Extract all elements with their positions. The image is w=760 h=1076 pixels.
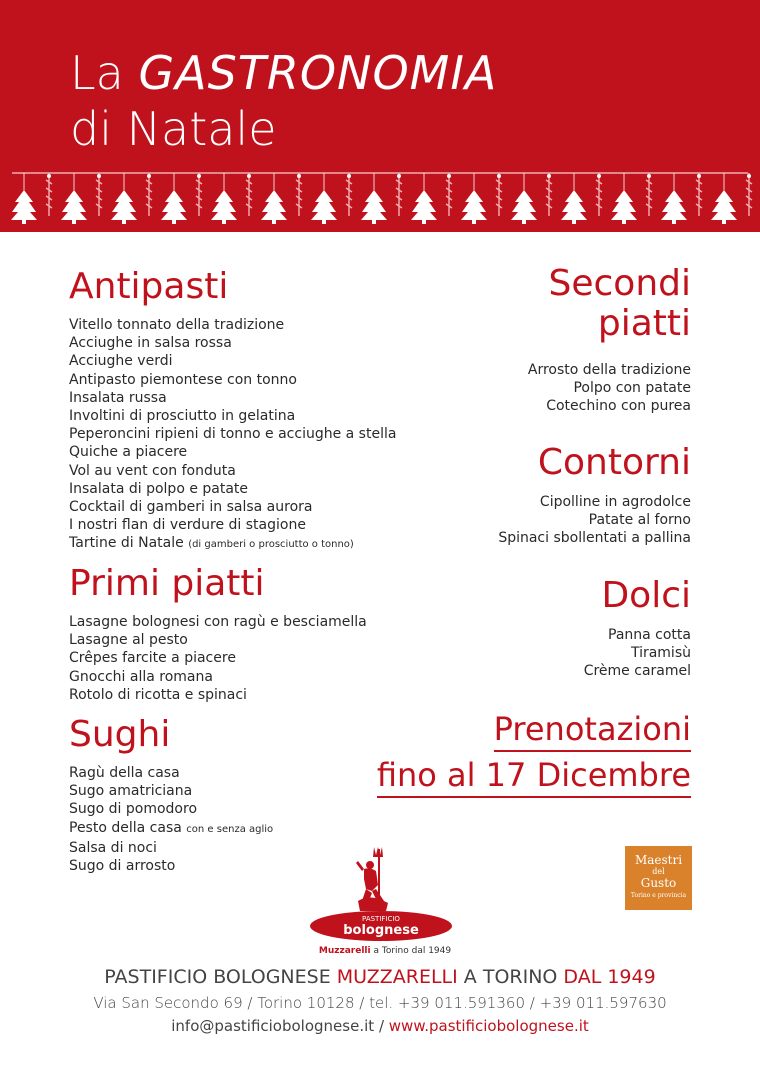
logo-small-text: PASTIFICIO xyxy=(362,915,400,923)
tree-icon xyxy=(611,190,637,224)
list-item: Polpo con patate xyxy=(573,380,691,397)
list-item: Insalata di polpo e patate xyxy=(69,480,249,497)
candy-cane-icon xyxy=(446,173,452,216)
footer-company-name xyxy=(0,966,760,988)
dolci-title: Dolci xyxy=(601,575,691,616)
list-item: Rotolo di ricotta e spinaci xyxy=(69,686,247,703)
list-item: Arrosto della tradizione xyxy=(527,362,691,378)
ornament-icon xyxy=(697,174,701,178)
list-item: Tiramisù xyxy=(630,645,691,662)
ornament-icon xyxy=(297,174,301,178)
candy-cane-icon xyxy=(196,173,202,216)
list-item: Sugo di pomodoro xyxy=(69,801,198,818)
sughi-title: Sughi xyxy=(69,714,171,755)
maestri-del-gusto-badge xyxy=(625,846,692,910)
tree-icon xyxy=(211,190,237,224)
list-item: Involtini di prosciutto in gelatina xyxy=(69,408,296,425)
candy-cane-icon xyxy=(596,173,602,216)
secondi-list xyxy=(528,361,691,416)
candy-cane-icon xyxy=(696,173,702,216)
candy-cane-icon xyxy=(746,173,752,216)
logo-caption-name: Muzzarelli xyxy=(318,946,371,956)
list-item: Salsa di noci xyxy=(69,839,157,856)
footer-name-c: A TORINO xyxy=(463,966,558,988)
list-item: Patate al forno xyxy=(588,512,691,529)
prenotazioni-line1 xyxy=(494,709,691,749)
tree-icon xyxy=(511,190,537,224)
title-big: GASTRONOMIA xyxy=(138,46,498,100)
list-item: Lasagne bolognesi con ragù e besciamella xyxy=(69,614,367,630)
ornament-icon xyxy=(47,174,51,178)
list-item: Acciughe in salsa rossa xyxy=(69,335,232,352)
contorni-title: Contorni xyxy=(537,442,691,483)
candy-cane-icon xyxy=(396,173,402,216)
list-item: Lasagne al pesto xyxy=(69,632,188,649)
candy-cane-icon xyxy=(296,173,302,216)
candy-cane-icon xyxy=(346,173,352,216)
logo-caption xyxy=(300,946,470,956)
tree-icon xyxy=(661,190,687,224)
page-title xyxy=(70,45,497,157)
candy-cane-icon xyxy=(46,173,52,216)
secondi-title xyxy=(549,264,692,344)
tree-icon xyxy=(111,190,137,224)
list-item: Vol au vent con fonduta xyxy=(69,462,236,479)
primi-title: Primi piatti xyxy=(69,563,265,604)
list-item xyxy=(69,534,396,554)
tree-icon xyxy=(61,190,87,224)
dolci-list xyxy=(584,626,691,681)
tree-icon xyxy=(261,190,287,224)
ornament-icon xyxy=(397,174,401,178)
list-item: Cotechino con purea xyxy=(546,398,691,415)
list-item: Peperoncini ripieni di tonno e acciughe a stella xyxy=(69,426,397,443)
antipasti-list xyxy=(69,316,396,555)
candy-cane-icon xyxy=(146,173,152,216)
tartine-label: Tartine di Natale xyxy=(69,535,184,552)
ornament-icon xyxy=(597,174,601,178)
pastificio-logo xyxy=(306,845,456,960)
candy-cane-icon xyxy=(496,173,502,216)
candy-cane-icon xyxy=(246,173,252,216)
logo-brand: bolognese xyxy=(343,923,419,938)
tree-icon xyxy=(561,190,587,224)
antipasti-title: Antipasti xyxy=(69,266,229,307)
tree-icon xyxy=(461,190,487,224)
badge-line2: del xyxy=(652,867,665,876)
list-item: Acciughe verdi xyxy=(69,353,173,370)
ornament-icon xyxy=(647,174,651,178)
list-item: Crêpes farcite a piacere xyxy=(69,650,236,667)
footer-contacts xyxy=(0,1017,760,1035)
header-banner xyxy=(0,0,760,232)
tree-icon xyxy=(711,190,737,224)
candy-cane-icon xyxy=(96,173,102,216)
list-item: I nostri flan di verdure di stagione xyxy=(69,517,306,534)
list-item: Vitello tonnato della tradizione xyxy=(69,317,285,333)
christmas-garland xyxy=(0,160,760,232)
footer-address: Via San Secondo 69 / Torino 10128 / tel. +39 011.591360 / +39 011.597630 xyxy=(93,994,667,1012)
list-item: Ragù della casa xyxy=(69,765,180,781)
sughi-list xyxy=(69,764,273,875)
ornament-icon xyxy=(347,174,351,178)
ornament-icon xyxy=(97,174,101,178)
prenotazioni-text2: fino al 17 Dicembre xyxy=(377,756,691,798)
badge-line1: Maestri xyxy=(634,853,683,867)
list-item: Antipasto piemontese con tonno xyxy=(69,371,297,388)
list-item: Sugo amatriciana xyxy=(69,783,193,800)
footer-email[interactable]: info@pastificiobolognese.it xyxy=(171,1017,375,1035)
tartine-note: (di gamberi o prosciutto o tonno) xyxy=(188,539,354,551)
list-item: Spinaci sbollentati a pallina xyxy=(498,530,691,547)
prenotazioni-text1: Prenotazioni xyxy=(494,710,691,752)
neptune-statue-icon xyxy=(356,847,388,911)
candy-cane-icon xyxy=(546,173,552,216)
prenotazioni-line2 xyxy=(377,755,691,795)
secondi-title-line2: piatti xyxy=(597,303,691,344)
logo-caption-rest: a Torino dal 1949 xyxy=(373,946,452,956)
pesto-label: Pesto della casa xyxy=(69,819,182,836)
list-item: Crème caramel xyxy=(583,663,691,680)
footer-name-a: PASTIFICIO BOLOGNESE xyxy=(104,966,331,988)
secondi-title-line1: Secondi xyxy=(548,263,691,304)
list-item: Quiche a piacere xyxy=(69,444,188,461)
badge-line4: Torino e provincia xyxy=(630,892,687,899)
footer-website[interactable]: www.pastificiobolognese.it xyxy=(388,1017,589,1035)
title-line2: di Natale xyxy=(70,102,277,156)
ornament-icon xyxy=(497,174,501,178)
list-item: Panna cotta xyxy=(608,627,691,643)
ornament-icon xyxy=(247,174,251,178)
tree-icon xyxy=(361,190,387,224)
tree-icon xyxy=(311,190,337,224)
list-item: Cipolline in agrodolce xyxy=(539,494,691,510)
badge-line3: Gusto xyxy=(640,876,677,890)
title-prefix: La xyxy=(70,46,124,100)
contorni-list xyxy=(498,493,691,548)
footer-separator: / xyxy=(378,1017,384,1035)
primi-list xyxy=(69,613,367,704)
ornament-icon xyxy=(447,174,451,178)
list-item: Insalata russa xyxy=(69,389,167,406)
pesto-note: con e senza aglio xyxy=(186,823,274,835)
footer-name-d: DAL 1949 xyxy=(563,966,656,988)
tree-icon xyxy=(11,190,37,224)
footer-name-b: MUZZARELLI xyxy=(336,966,458,988)
list-item: Gnocchi alla romana xyxy=(69,668,213,685)
list-item xyxy=(69,819,273,839)
ornament-icon xyxy=(147,174,151,178)
tree-icon xyxy=(161,190,187,224)
tree-icon xyxy=(411,190,437,224)
ornament-icon xyxy=(197,174,201,178)
candy-cane-icon xyxy=(646,173,652,216)
ornament-icon xyxy=(547,174,551,178)
ornament-icon xyxy=(747,174,751,178)
list-item: Sugo di arrosto xyxy=(69,858,176,875)
list-item: Cocktail di gamberi in salsa aurora xyxy=(69,499,313,516)
